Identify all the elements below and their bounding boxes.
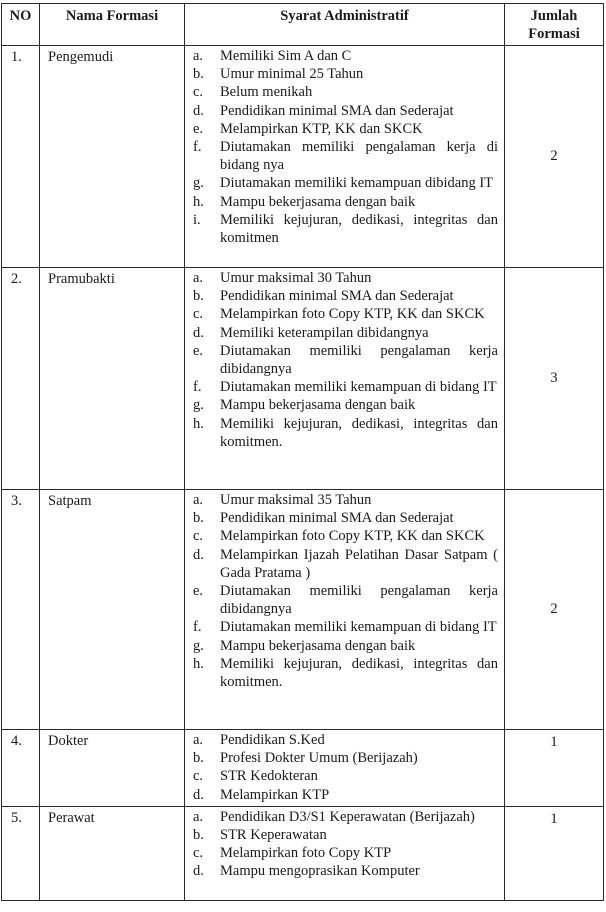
syarat-item xyxy=(193,211,498,247)
syarat-item xyxy=(193,324,498,342)
row-number: 3. xyxy=(2,490,40,730)
syarat-item-letter: a. xyxy=(193,732,204,748)
syarat-item xyxy=(193,618,498,636)
table-row xyxy=(2,46,604,268)
nama-formasi: Satpam xyxy=(40,490,185,730)
syarat-item-text: Diutamakan memiliki kemampuan di bidang IT xyxy=(220,619,497,636)
syarat-item-text: Memiliki Sim A dan C xyxy=(220,48,352,64)
syarat-item xyxy=(193,786,498,804)
syarat-list-cell xyxy=(185,806,505,900)
syarat-item xyxy=(193,65,498,83)
syarat-list-cell xyxy=(185,730,505,807)
header-nama-formasi: Nama Formasi xyxy=(40,4,185,46)
header-no: NO xyxy=(2,4,40,46)
syarat-item-letter: b. xyxy=(193,288,204,305)
syarat-item-letter: d. xyxy=(193,863,204,880)
syarat-item-text: Melampirkan foto Copy KTP, KK dan SKCK xyxy=(220,528,485,545)
syarat-item-letter: d. xyxy=(193,786,204,803)
syarat-item xyxy=(193,826,498,844)
syarat-item-letter: d. xyxy=(193,102,204,119)
syarat-item-letter: a. xyxy=(193,808,204,825)
row-number: 4. xyxy=(2,730,40,807)
syarat-item-letter: d. xyxy=(193,324,204,341)
syarat-item-text: Memiliki kejujuran, dedikasi, integritas dan komitmen xyxy=(220,211,498,247)
jumlah-formasi: 1 xyxy=(505,806,604,900)
syarat-item-text: Profesi Dokter Umum (Berijazah) xyxy=(220,750,418,767)
syarat-item-text: Memiliki kejujuran, dedikasi, integritas dan komitmen. xyxy=(220,415,498,450)
syarat-item-letter: d. xyxy=(193,546,204,563)
syarat-item xyxy=(193,120,498,138)
nama-formasi: Pramubakti xyxy=(40,268,185,490)
syarat-item-text: Melampirkan foto Copy KTP, KK dan SKCK xyxy=(220,306,485,323)
syarat-item-text: STR Kedokteran xyxy=(220,768,318,785)
syarat-item-text: Mampu mengoprasikan Komputer xyxy=(220,863,420,880)
syarat-item xyxy=(193,193,498,211)
syarat-item-text: Pendidikan minimal SMA dan Sederajat xyxy=(220,510,454,527)
syarat-item-letter: f. xyxy=(193,139,202,156)
syarat-item xyxy=(193,509,498,527)
syarat-list xyxy=(193,491,498,691)
syarat-item xyxy=(193,102,498,120)
syarat-item-letter: b. xyxy=(193,827,204,844)
nama-formasi: Perawat xyxy=(40,806,185,900)
syarat-item-letter: c. xyxy=(193,845,204,862)
syarat-item xyxy=(193,47,498,65)
table-header-row xyxy=(2,4,604,46)
syarat-item-text: Diutamakan memiliki pengalaman kerja dibidangnya xyxy=(220,583,498,618)
syarat-item xyxy=(193,415,498,451)
syarat-item xyxy=(193,527,498,545)
syarat-item xyxy=(193,637,498,655)
syarat-item-letter: c. xyxy=(193,768,204,785)
syarat-item xyxy=(193,844,498,862)
syarat-item-text: Mampu bekerjasama dengan baik xyxy=(220,193,416,210)
syarat-item xyxy=(193,305,498,323)
jumlah-formasi: 3 xyxy=(505,268,604,490)
syarat-item-letter: h. xyxy=(193,415,204,432)
syarat-item-letter: b. xyxy=(193,510,204,527)
syarat-list xyxy=(193,731,498,804)
syarat-item xyxy=(193,655,498,691)
syarat-item-text: Umur minimal 25 Tahun xyxy=(220,66,364,83)
syarat-item xyxy=(193,749,498,767)
syarat-item xyxy=(193,378,498,396)
syarat-item xyxy=(193,582,498,618)
syarat-item-text: Melampirkan KTP xyxy=(220,786,330,803)
syarat-item xyxy=(193,396,498,414)
syarat-item-text: Pendidikan minimal SMA dan Sederajat xyxy=(220,288,454,305)
syarat-list xyxy=(193,269,498,451)
nama-formasi: Pengemudi xyxy=(40,46,185,268)
syarat-item-text: Diutamakan memiliki kemampuan di bidang IT xyxy=(220,379,497,396)
syarat-item-text: Melampirkan foto Copy KTP xyxy=(220,845,392,862)
syarat-list xyxy=(193,808,498,881)
syarat-item-letter: a. xyxy=(193,48,204,64)
syarat-item-text: Mampu bekerjasama dengan baik xyxy=(220,397,416,414)
syarat-item xyxy=(193,269,498,287)
syarat-item xyxy=(193,731,498,749)
syarat-item xyxy=(193,287,498,305)
jumlah-formasi: 1 xyxy=(505,730,604,807)
syarat-item-text: Melampirkan KTP, KK dan SKCK xyxy=(220,120,423,137)
row-number: 1. xyxy=(2,46,40,268)
syarat-item xyxy=(193,83,498,101)
syarat-item-letter: g. xyxy=(193,175,204,192)
syarat-item-text: Memiliki kejujuran, dedikasi, integritas dan komitmen. xyxy=(220,655,498,691)
syarat-item xyxy=(193,138,498,174)
syarat-list xyxy=(193,47,498,247)
syarat-item-text: Diutamakan memiliki pengalaman kerja di bidang nya xyxy=(220,139,498,174)
syarat-item xyxy=(193,491,498,509)
formasi-table xyxy=(1,3,604,901)
syarat-item-text: Diutamakan memiliki pengalaman kerja dibidangnya xyxy=(220,342,498,378)
syarat-item-text: Belum menikah xyxy=(220,84,313,101)
syarat-item-letter: a. xyxy=(193,492,204,508)
header-syarat-administratif: Syarat Administratif xyxy=(185,4,505,46)
syarat-item-letter: b. xyxy=(193,66,204,83)
syarat-list-cell xyxy=(185,46,505,268)
syarat-item-text: STR Keperawatan xyxy=(220,827,327,844)
syarat-item-letter: c. xyxy=(193,306,204,323)
syarat-item-letter: f. xyxy=(193,619,202,636)
syarat-list-cell xyxy=(185,268,505,490)
syarat-item-text: Umur maksimal 30 Tahun xyxy=(220,270,372,286)
table-row xyxy=(2,730,604,807)
table-row xyxy=(2,268,604,490)
syarat-item-text: Memiliki keterampilan dibidangnya xyxy=(220,324,429,341)
syarat-item-letter: g. xyxy=(193,637,204,654)
syarat-item xyxy=(193,174,498,192)
row-number: 2. xyxy=(2,268,40,490)
syarat-item-letter: e. xyxy=(193,583,204,600)
syarat-item-text: Pendidikan minimal SMA dan Sederajat xyxy=(220,102,454,119)
syarat-item-letter: h. xyxy=(193,193,204,210)
syarat-item-letter: b. xyxy=(193,750,204,767)
table-row xyxy=(2,806,604,900)
table-row xyxy=(2,490,604,730)
syarat-item-letter: h. xyxy=(193,655,204,672)
syarat-item-letter: a. xyxy=(193,270,204,286)
jumlah-formasi: 2 xyxy=(505,490,604,730)
table-body xyxy=(2,46,604,901)
syarat-item xyxy=(193,342,498,378)
syarat-item-text: Melampirkan Ijazah Pelatihan Dasar Satpam ( Gada Pratama ) xyxy=(220,546,498,581)
syarat-item-text: Pendidikan S.Ked xyxy=(220,732,325,748)
syarat-list-cell xyxy=(185,490,505,730)
syarat-item xyxy=(193,862,498,880)
syarat-item-text: Diutamakan memiliki kemampuan dibidang IT xyxy=(220,175,494,192)
syarat-item-letter: e. xyxy=(193,120,204,137)
syarat-item xyxy=(193,546,498,582)
syarat-item-letter: e. xyxy=(193,342,204,359)
syarat-item-letter: i. xyxy=(193,211,201,228)
syarat-item-letter: f. xyxy=(193,379,202,396)
nama-formasi: Dokter xyxy=(40,730,185,807)
row-number: 5. xyxy=(2,806,40,900)
syarat-item-letter: g. xyxy=(193,397,204,414)
syarat-item-letter: c. xyxy=(193,528,204,545)
syarat-item-text: Umur maksimal 35 Tahun xyxy=(220,492,372,508)
syarat-item xyxy=(193,767,498,785)
syarat-item xyxy=(193,808,498,826)
syarat-item-text: Pendidikan D3/S1 Keperawatan (Berijazah) xyxy=(220,808,475,825)
header-jumlah-formasi: Jumlah Formasi xyxy=(505,4,604,46)
jumlah-formasi: 2 xyxy=(505,46,604,268)
syarat-item-letter: c. xyxy=(193,84,204,101)
syarat-item-text: Mampu bekerjasama dengan baik xyxy=(220,637,416,654)
